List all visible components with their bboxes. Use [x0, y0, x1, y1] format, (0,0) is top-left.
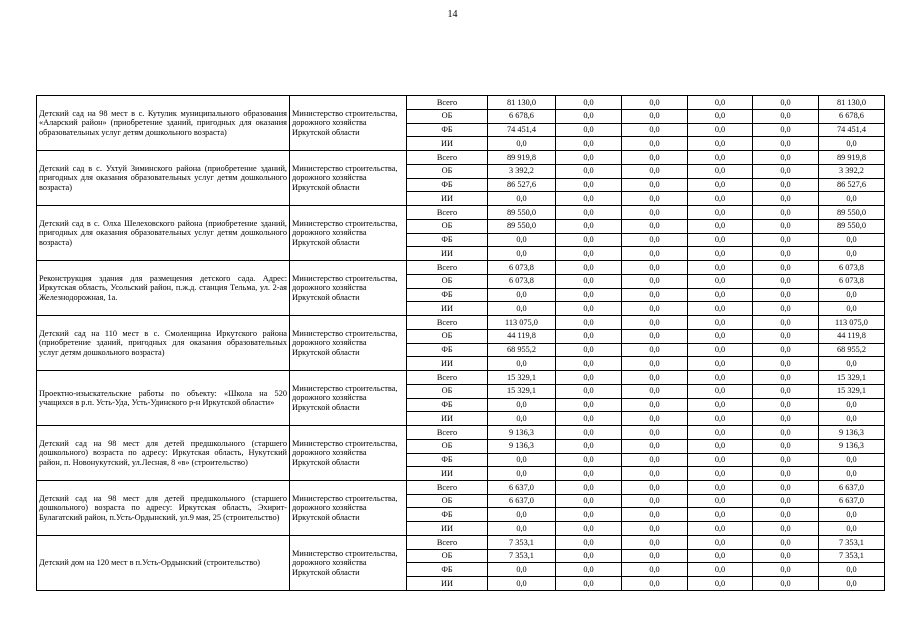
- amount-cell: 0,0: [556, 219, 622, 233]
- total-value-cell: 0,0: [819, 563, 885, 577]
- responsible-executor-cell: Министерство строительства, дорожного хозяйства Иркутской области: [290, 535, 407, 590]
- amount-cell: 0,0: [488, 192, 556, 206]
- amount-cell: 0,0: [556, 288, 622, 302]
- amount-cell: 0,0: [688, 233, 753, 247]
- amount-cell: 0,0: [688, 425, 753, 439]
- total-value-cell: 9 136,3: [819, 425, 885, 439]
- total-value-cell: 68 955,2: [819, 343, 885, 357]
- amount-cell: 0,0: [688, 150, 753, 164]
- page-number: 14: [447, 9, 458, 20]
- amount-cell: 0,0: [753, 398, 819, 412]
- amount-cell: 0,0: [622, 467, 688, 481]
- amount-cell: 44 119,8: [488, 329, 556, 343]
- responsible-executor-cell: Министерство строительства, дорожного хозяйства Иркутской области: [290, 96, 407, 151]
- amount-cell: 0,0: [622, 150, 688, 164]
- amount-cell: 0,0: [753, 467, 819, 481]
- total-value-cell: 86 527,6: [819, 178, 885, 192]
- total-value-cell: 9 136,3: [819, 439, 885, 453]
- funding-source-cell: Всего: [407, 425, 488, 439]
- amount-cell: 0,0: [688, 219, 753, 233]
- amount-cell: 0,0: [753, 233, 819, 247]
- total-value-cell: 7 353,1: [819, 549, 885, 563]
- amount-cell: 0,0: [622, 343, 688, 357]
- funding-source-cell: ОБ: [407, 549, 488, 563]
- amount-cell: 0,0: [688, 109, 753, 123]
- amount-cell: 0,0: [622, 274, 688, 288]
- table-row: [37, 260, 885, 274]
- amount-cell: 0,0: [753, 205, 819, 219]
- total-value-cell: 89 550,0: [819, 219, 885, 233]
- funding-source-cell: ФБ: [407, 178, 488, 192]
- amount-cell: 0,0: [753, 384, 819, 398]
- amount-cell: 0,0: [622, 384, 688, 398]
- amount-cell: 0,0: [753, 549, 819, 563]
- amount-cell: 0,0: [488, 398, 556, 412]
- amount-cell: 0,0: [688, 178, 753, 192]
- amount-cell: 0,0: [688, 357, 753, 371]
- amount-cell: 0,0: [688, 398, 753, 412]
- amount-cell: 15 329,1: [488, 384, 556, 398]
- funding-source-cell: Всего: [407, 260, 488, 274]
- amount-cell: 0,0: [488, 412, 556, 426]
- amount-cell: 0,0: [622, 494, 688, 508]
- amount-cell: 0,0: [488, 563, 556, 577]
- amount-cell: 81 130,0: [488, 96, 556, 110]
- amount-cell: 0,0: [556, 164, 622, 178]
- amount-cell: 0,0: [488, 137, 556, 151]
- amount-cell: 0,0: [753, 412, 819, 426]
- amount-cell: 7 353,1: [488, 535, 556, 549]
- amount-cell: 0,0: [753, 425, 819, 439]
- amount-cell: 3 392,2: [488, 164, 556, 178]
- total-value-cell: 6 073,8: [819, 274, 885, 288]
- amount-cell: 0,0: [622, 137, 688, 151]
- amount-cell: 0,0: [622, 508, 688, 522]
- amount-cell: 0,0: [753, 192, 819, 206]
- table-row: [37, 315, 885, 329]
- amount-cell: 0,0: [688, 577, 753, 591]
- amount-cell: 0,0: [688, 192, 753, 206]
- amount-cell: 0,0: [753, 439, 819, 453]
- amount-cell: 0,0: [622, 233, 688, 247]
- amount-cell: 0,0: [688, 274, 753, 288]
- amount-cell: 0,0: [556, 315, 622, 329]
- amount-cell: 0,0: [688, 96, 753, 110]
- amount-cell: 0,0: [488, 467, 556, 481]
- funding-source-cell: ОБ: [407, 439, 488, 453]
- funding-source-cell: ОБ: [407, 329, 488, 343]
- amount-cell: 0,0: [488, 577, 556, 591]
- amount-cell: 0,0: [688, 549, 753, 563]
- amount-cell: 0,0: [753, 178, 819, 192]
- funding-source-cell: ОБ: [407, 109, 488, 123]
- amount-cell: 0,0: [753, 247, 819, 261]
- funding-source-cell: ФБ: [407, 288, 488, 302]
- project-name-cell: Детский сад в с. Ухтуй Зиминского района (приобретение зданий, пригодных для оказания образовательных услуг детям дошкольного возраста): [37, 150, 290, 205]
- responsible-executor-cell: Министерство строительства, дорожного хозяйства Иркутской области: [290, 370, 407, 425]
- amount-cell: 0,0: [556, 109, 622, 123]
- amount-cell: 0,0: [622, 563, 688, 577]
- project-name-cell: Детский сад на 98 мест для детей предшкольного (старшего дошкольного) возраста по адресу: Иркутская область, Эхирит-Булагатский район, п.Усть-Ордынский, ул.9 мая, 25 (строительство): [37, 480, 290, 535]
- amount-cell: 0,0: [556, 96, 622, 110]
- funding-source-cell: ФБ: [407, 233, 488, 247]
- amount-cell: 0,0: [556, 192, 622, 206]
- amount-cell: 0,0: [688, 247, 753, 261]
- amount-cell: 0,0: [556, 178, 622, 192]
- amount-cell: 0,0: [622, 192, 688, 206]
- amount-cell: 0,0: [488, 247, 556, 261]
- amount-cell: 0,0: [688, 205, 753, 219]
- amount-cell: 0,0: [688, 137, 753, 151]
- budget-table: [36, 95, 885, 591]
- responsible-executor-cell: Министерство строительства, дорожного хозяйства Иркутской области: [290, 205, 407, 260]
- funding-source-cell: Всего: [407, 205, 488, 219]
- amount-cell: 0,0: [753, 219, 819, 233]
- amount-cell: 89 919,8: [488, 150, 556, 164]
- amount-cell: 0,0: [556, 302, 622, 316]
- amount-cell: 0,0: [753, 302, 819, 316]
- amount-cell: 0,0: [622, 247, 688, 261]
- funding-source-cell: ФБ: [407, 508, 488, 522]
- amount-cell: 0,0: [622, 480, 688, 494]
- amount-cell: 0,0: [556, 370, 622, 384]
- amount-cell: 74 451,4: [488, 123, 556, 137]
- amount-cell: 0,0: [488, 288, 556, 302]
- amount-cell: 0,0: [753, 370, 819, 384]
- total-value-cell: 15 329,1: [819, 384, 885, 398]
- total-value-cell: 6 637,0: [819, 480, 885, 494]
- funding-source-cell: ИИ: [407, 412, 488, 426]
- table-row: [37, 370, 885, 384]
- total-value-cell: 0,0: [819, 192, 885, 206]
- amount-cell: 0,0: [556, 563, 622, 577]
- total-value-cell: 0,0: [819, 522, 885, 536]
- amount-cell: 0,0: [556, 205, 622, 219]
- funding-source-cell: Всего: [407, 370, 488, 384]
- amount-cell: 0,0: [688, 412, 753, 426]
- amount-cell: 0,0: [688, 384, 753, 398]
- funding-source-cell: ОБ: [407, 219, 488, 233]
- amount-cell: 0,0: [688, 508, 753, 522]
- total-value-cell: 81 130,0: [819, 96, 885, 110]
- funding-source-cell: ФБ: [407, 453, 488, 467]
- funding-source-cell: Всего: [407, 315, 488, 329]
- amount-cell: 0,0: [753, 453, 819, 467]
- amount-cell: 0,0: [556, 535, 622, 549]
- total-value-cell: 0,0: [819, 398, 885, 412]
- project-name-cell: Детский дом на 120 мест в п.Усть-Ордынский (строительство): [37, 535, 290, 590]
- amount-cell: 0,0: [688, 123, 753, 137]
- amount-cell: 0,0: [556, 384, 622, 398]
- amount-cell: 0,0: [753, 315, 819, 329]
- amount-cell: 0,0: [488, 453, 556, 467]
- amount-cell: 0,0: [753, 274, 819, 288]
- amount-cell: 0,0: [556, 329, 622, 343]
- funding-source-cell: ИИ: [407, 467, 488, 481]
- amount-cell: 0,0: [488, 302, 556, 316]
- amount-cell: 0,0: [622, 535, 688, 549]
- amount-cell: 0,0: [622, 260, 688, 274]
- amount-cell: 0,0: [556, 549, 622, 563]
- amount-cell: 0,0: [556, 439, 622, 453]
- total-value-cell: 0,0: [819, 357, 885, 371]
- funding-source-cell: ОБ: [407, 494, 488, 508]
- amount-cell: 0,0: [556, 150, 622, 164]
- total-value-cell: 0,0: [819, 137, 885, 151]
- amount-cell: 0,0: [688, 288, 753, 302]
- amount-cell: 0,0: [753, 577, 819, 591]
- amount-cell: 0,0: [556, 398, 622, 412]
- total-value-cell: 0,0: [819, 577, 885, 591]
- funding-source-cell: Всего: [407, 150, 488, 164]
- total-value-cell: 6 073,8: [819, 260, 885, 274]
- amount-cell: 6 637,0: [488, 494, 556, 508]
- amount-cell: 0,0: [688, 315, 753, 329]
- amount-cell: 0,0: [488, 522, 556, 536]
- amount-cell: 0,0: [622, 370, 688, 384]
- funding-source-cell: ФБ: [407, 563, 488, 577]
- amount-cell: 0,0: [556, 260, 622, 274]
- total-value-cell: 0,0: [819, 508, 885, 522]
- project-name-cell: Детский сад на 110 мест в с. Смоленщина Иркутского района (приобретение зданий, пригодных для оказания образовательных услуг детям дошкольного возраста): [37, 315, 290, 370]
- amount-cell: 0,0: [556, 494, 622, 508]
- amount-cell: 0,0: [753, 164, 819, 178]
- amount-cell: 0,0: [622, 219, 688, 233]
- amount-cell: 0,0: [622, 164, 688, 178]
- amount-cell: 0,0: [753, 137, 819, 151]
- amount-cell: 0,0: [688, 563, 753, 577]
- amount-cell: 68 955,2: [488, 343, 556, 357]
- amount-cell: 0,0: [688, 164, 753, 178]
- total-value-cell: 113 075,0: [819, 315, 885, 329]
- amount-cell: 0,0: [753, 150, 819, 164]
- funding-source-cell: Всего: [407, 96, 488, 110]
- project-name-cell: Детский сад на 98 мест для детей предшкольного (старшего дошкольного) возраста по адресу: Иркутская область, Нукутский район, п. Новонукутский, ул.Лесная, 8 «в» (строительство): [37, 425, 290, 480]
- amount-cell: 0,0: [753, 288, 819, 302]
- responsible-executor-cell: Министерство строительства, дорожного хозяйства Иркутской области: [290, 480, 407, 535]
- amount-cell: 0,0: [753, 123, 819, 137]
- amount-cell: 0,0: [556, 522, 622, 536]
- amount-cell: 0,0: [488, 508, 556, 522]
- amount-cell: 0,0: [622, 178, 688, 192]
- amount-cell: 0,0: [753, 96, 819, 110]
- amount-cell: 6 637,0: [488, 480, 556, 494]
- project-name-cell: Реконструкция здания для размещения детского сада. Адрес: Иркутская область, Усольский район, п.ж.д. станция Тельма, ул. 2-ая Железнодорожная, 1а.: [37, 260, 290, 315]
- amount-cell: 9 136,3: [488, 439, 556, 453]
- responsible-executor-cell: Министерство строительства, дорожного хозяйства Иркутской области: [290, 150, 407, 205]
- amount-cell: 0,0: [556, 577, 622, 591]
- amount-cell: 0,0: [556, 233, 622, 247]
- amount-cell: 0,0: [753, 535, 819, 549]
- funding-source-cell: ИИ: [407, 192, 488, 206]
- amount-cell: 0,0: [556, 453, 622, 467]
- project-name-cell: Детский сад в с. Олха Шелеховского района (приобретение зданий, пригодных для оказания образовательных услуг детям дошкольного возраста): [37, 205, 290, 260]
- project-name-cell: Детский сад на 98 мест в с. Кутулик муниципального образования «Аларский район» (приобретение зданий, пригодных для оказания образовательных услуг детям дошкольного возраста): [37, 96, 290, 151]
- amount-cell: 0,0: [688, 453, 753, 467]
- total-value-cell: 89 919,8: [819, 150, 885, 164]
- amount-cell: 0,0: [622, 549, 688, 563]
- amount-cell: 0,0: [556, 343, 622, 357]
- amount-cell: 0,0: [622, 357, 688, 371]
- amount-cell: 0,0: [622, 425, 688, 439]
- amount-cell: 0,0: [753, 329, 819, 343]
- amount-cell: 6 678,6: [488, 109, 556, 123]
- funding-source-cell: ИИ: [407, 302, 488, 316]
- funding-source-cell: ИИ: [407, 577, 488, 591]
- amount-cell: 0,0: [556, 508, 622, 522]
- amount-cell: 0,0: [753, 260, 819, 274]
- amount-cell: 0,0: [753, 480, 819, 494]
- amount-cell: 0,0: [488, 357, 556, 371]
- amount-cell: 0,0: [622, 522, 688, 536]
- amount-cell: 0,0: [622, 577, 688, 591]
- amount-cell: 0,0: [622, 96, 688, 110]
- amount-cell: 0,0: [688, 260, 753, 274]
- table-row: [37, 535, 885, 549]
- funding-source-cell: ИИ: [407, 357, 488, 371]
- funding-source-cell: ФБ: [407, 343, 488, 357]
- amount-cell: 0,0: [753, 522, 819, 536]
- amount-cell: 6 073,8: [488, 260, 556, 274]
- funding-source-cell: ОБ: [407, 164, 488, 178]
- total-value-cell: 0,0: [819, 412, 885, 426]
- amount-cell: 0,0: [556, 412, 622, 426]
- amount-cell: 0,0: [556, 123, 622, 137]
- total-value-cell: 7 353,1: [819, 535, 885, 549]
- funding-source-cell: ОБ: [407, 384, 488, 398]
- amount-cell: 0,0: [688, 439, 753, 453]
- total-value-cell: 89 550,0: [819, 205, 885, 219]
- total-value-cell: 3 392,2: [819, 164, 885, 178]
- amount-cell: 7 353,1: [488, 549, 556, 563]
- amount-cell: 0,0: [622, 398, 688, 412]
- amount-cell: 86 527,6: [488, 178, 556, 192]
- amount-cell: 0,0: [622, 302, 688, 316]
- amount-cell: 0,0: [556, 357, 622, 371]
- funding-source-cell: ИИ: [407, 522, 488, 536]
- amount-cell: 0,0: [622, 315, 688, 329]
- total-value-cell: 15 329,1: [819, 370, 885, 384]
- total-value-cell: 44 119,8: [819, 329, 885, 343]
- amount-cell: 0,0: [622, 288, 688, 302]
- total-value-cell: 74 451,4: [819, 123, 885, 137]
- amount-cell: 15 329,1: [488, 370, 556, 384]
- amount-cell: 0,0: [688, 329, 753, 343]
- amount-cell: 0,0: [688, 522, 753, 536]
- amount-cell: 89 550,0: [488, 205, 556, 219]
- amount-cell: 0,0: [556, 274, 622, 288]
- table-row: [37, 480, 885, 494]
- amount-cell: 113 075,0: [488, 315, 556, 329]
- amount-cell: 0,0: [688, 467, 753, 481]
- amount-cell: 0,0: [753, 508, 819, 522]
- amount-cell: 0,0: [622, 412, 688, 426]
- total-value-cell: 0,0: [819, 302, 885, 316]
- amount-cell: 0,0: [753, 109, 819, 123]
- amount-cell: 0,0: [556, 247, 622, 261]
- funding-source-cell: ИИ: [407, 137, 488, 151]
- table-row: [37, 205, 885, 219]
- amount-cell: 0,0: [556, 137, 622, 151]
- funding-source-cell: ОБ: [407, 274, 488, 288]
- table-row: [37, 425, 885, 439]
- responsible-executor-cell: Министерство строительства, дорожного хозяйства Иркутской области: [290, 260, 407, 315]
- amount-cell: 9 136,3: [488, 425, 556, 439]
- amount-cell: 0,0: [688, 535, 753, 549]
- amount-cell: 0,0: [556, 480, 622, 494]
- funding-source-cell: ФБ: [407, 123, 488, 137]
- total-value-cell: 0,0: [819, 467, 885, 481]
- amount-cell: 0,0: [622, 439, 688, 453]
- amount-cell: 0,0: [622, 109, 688, 123]
- amount-cell: 6 073,8: [488, 274, 556, 288]
- amount-cell: 0,0: [622, 123, 688, 137]
- amount-cell: 0,0: [688, 370, 753, 384]
- amount-cell: 0,0: [688, 302, 753, 316]
- amount-cell: 0,0: [753, 494, 819, 508]
- project-name-cell: Проектно-изыскательские работы по объекту: «Школа на 520 учащихся в р.п. Усть-Уда, Усть-Удинского р-н Иркутской области»: [37, 370, 290, 425]
- amount-cell: 0,0: [488, 233, 556, 247]
- funding-source-cell: ИИ: [407, 247, 488, 261]
- amount-cell: 0,0: [688, 494, 753, 508]
- amount-cell: 0,0: [753, 357, 819, 371]
- amount-cell: 0,0: [688, 480, 753, 494]
- responsible-executor-cell: Министерство строительства, дорожного хозяйства Иркутской области: [290, 425, 407, 480]
- funding-source-cell: ФБ: [407, 398, 488, 412]
- amount-cell: 89 550,0: [488, 219, 556, 233]
- total-value-cell: 6 678,6: [819, 109, 885, 123]
- total-value-cell: 6 637,0: [819, 494, 885, 508]
- responsible-executor-cell: Министерство строительства, дорожного хозяйства Иркутской области: [290, 315, 407, 370]
- table-row: [37, 96, 885, 110]
- total-value-cell: 0,0: [819, 247, 885, 261]
- amount-cell: 0,0: [622, 329, 688, 343]
- funding-source-cell: Всего: [407, 480, 488, 494]
- amount-cell: 0,0: [622, 453, 688, 467]
- total-value-cell: 0,0: [819, 288, 885, 302]
- amount-cell: 0,0: [753, 343, 819, 357]
- amount-cell: 0,0: [688, 343, 753, 357]
- total-value-cell: 0,0: [819, 233, 885, 247]
- amount-cell: 0,0: [753, 563, 819, 577]
- amount-cell: 0,0: [556, 467, 622, 481]
- total-value-cell: 0,0: [819, 453, 885, 467]
- amount-cell: 0,0: [622, 205, 688, 219]
- amount-cell: 0,0: [556, 425, 622, 439]
- funding-source-cell: Всего: [407, 535, 488, 549]
- table-row: [37, 150, 885, 164]
